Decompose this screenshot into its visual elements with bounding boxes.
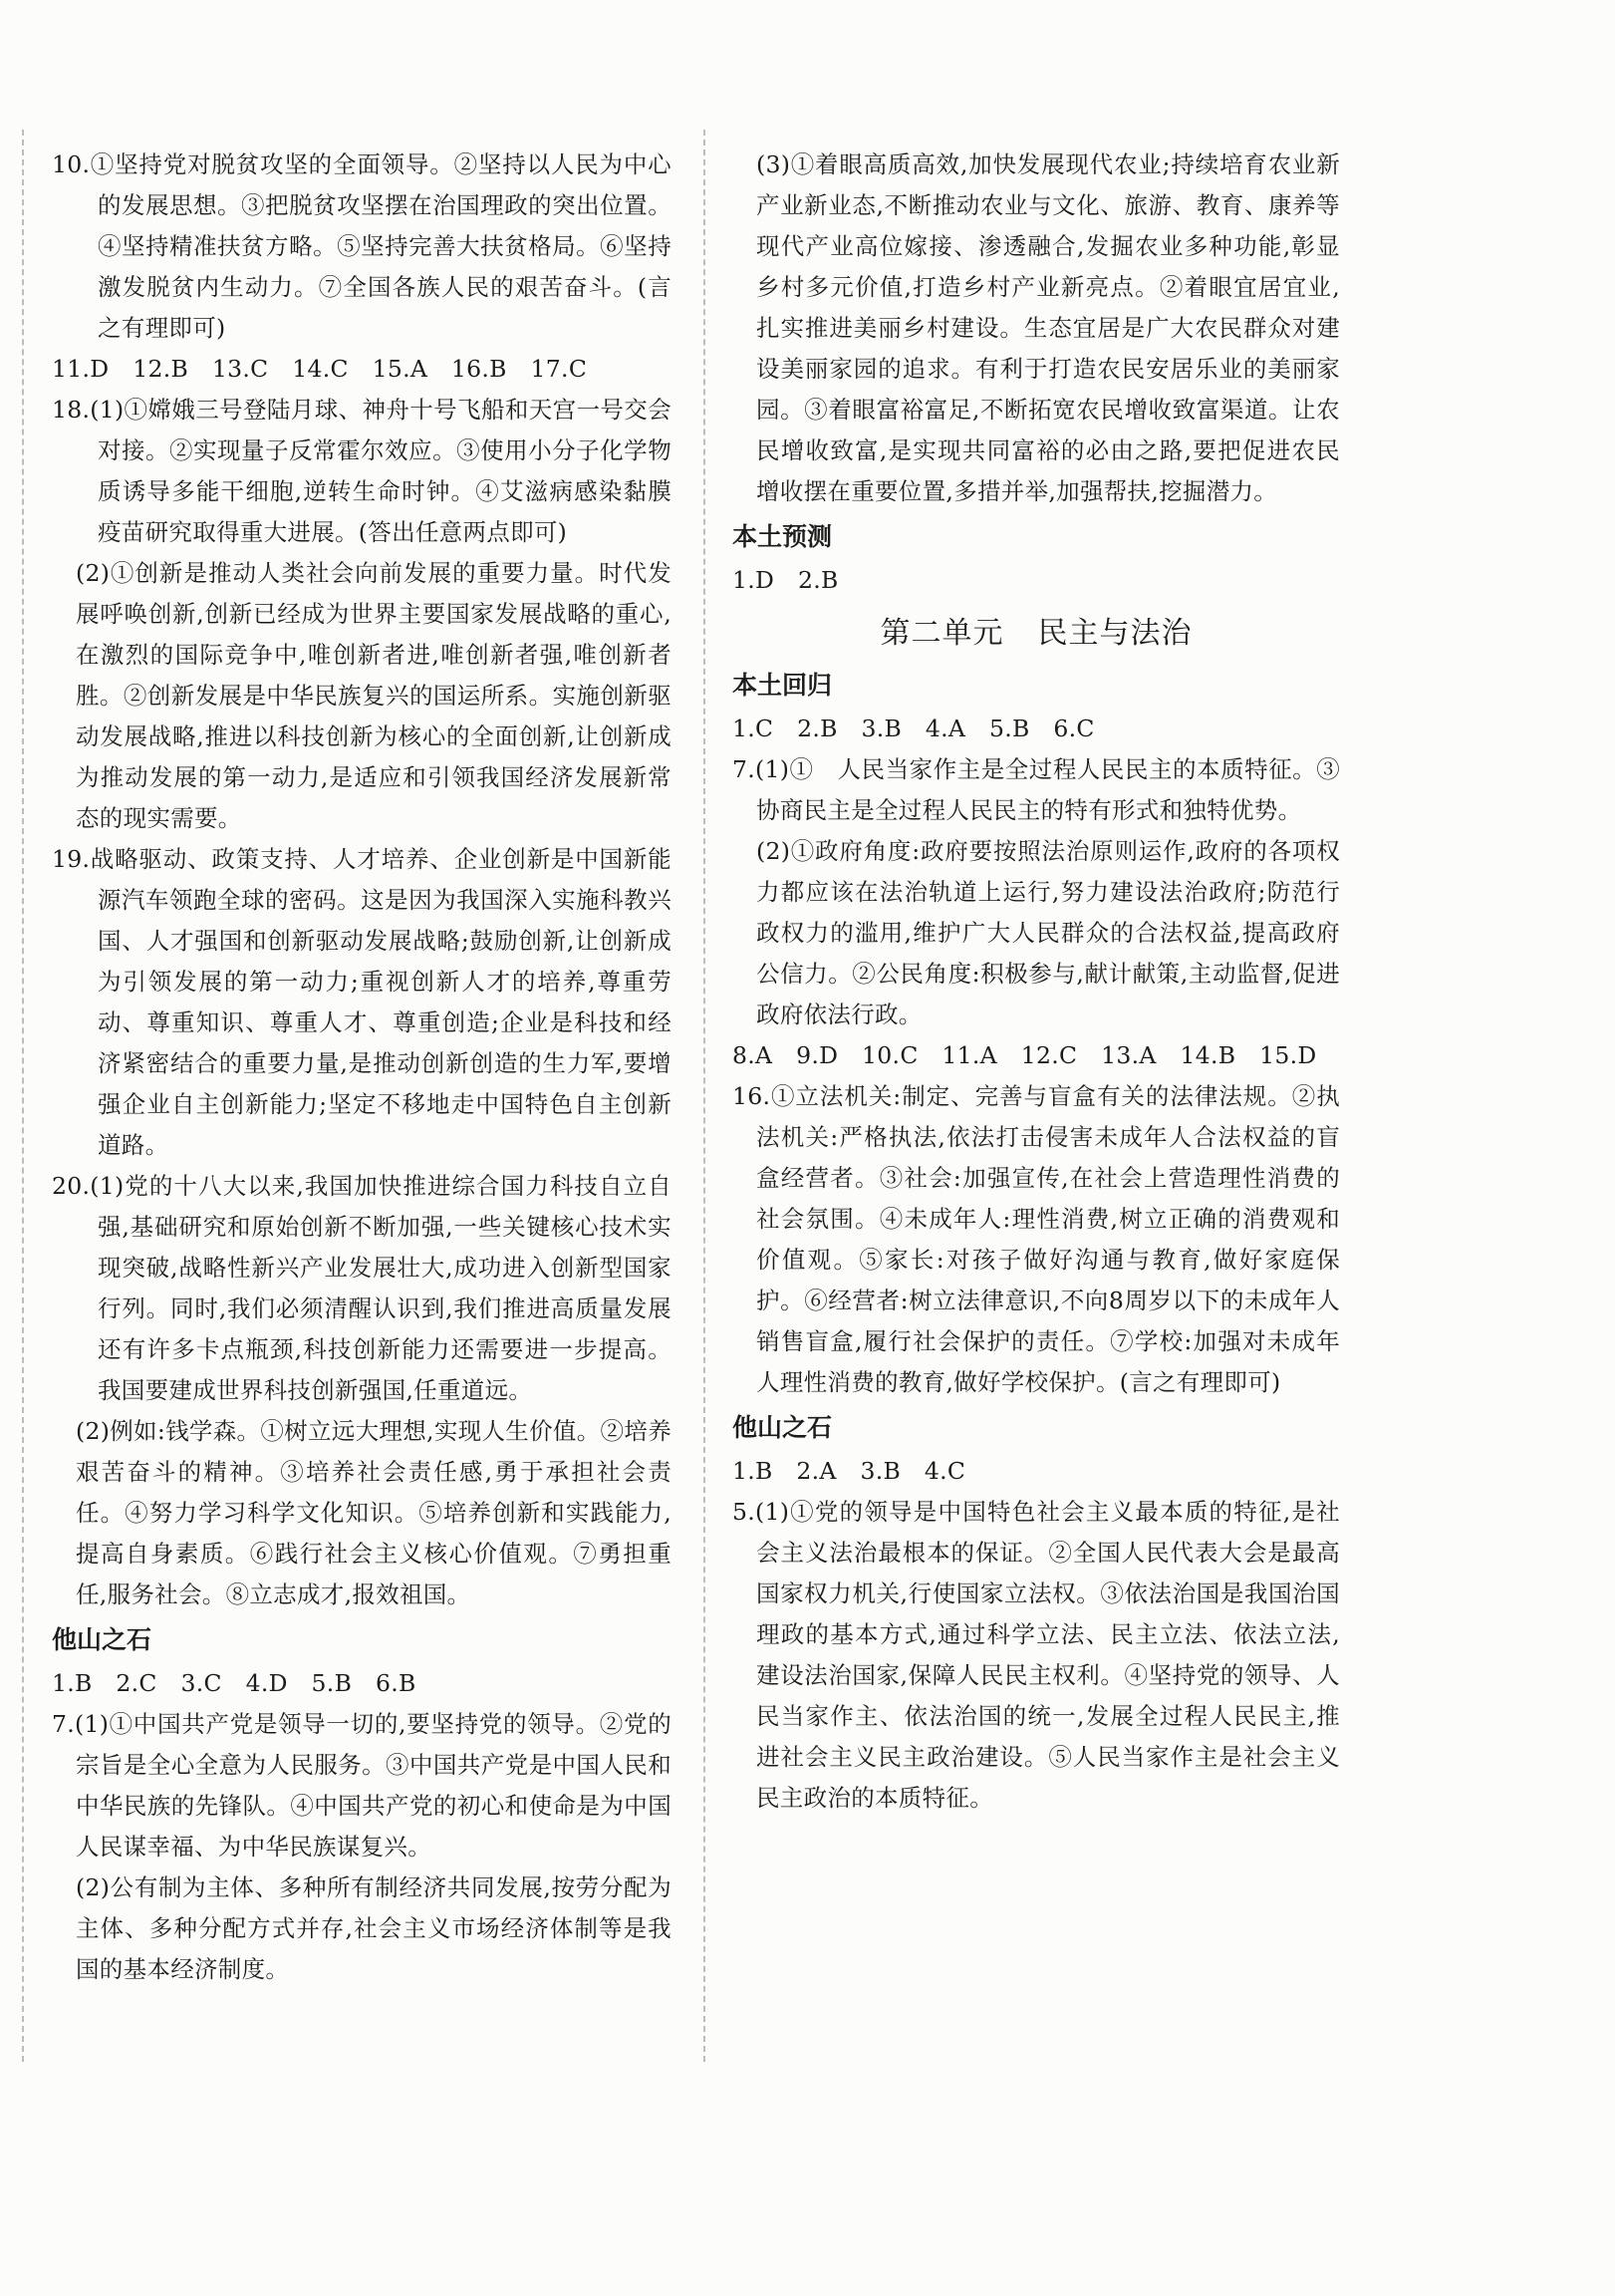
section-heading-yuce: 本土预测 — [732, 522, 833, 551]
unit-name: 民主与法治 — [1037, 616, 1193, 651]
unit-title — [732, 609, 1340, 659]
answer-10: 10.①坚持党对脱贫攻坚的全面领导。②坚持以人民为中心的发展思想。③把脱贫攻坚摆在治国理政的突出位置。④坚持精准扶贫方略。⑤坚持完善大扶贫格局。⑥坚持激发脱贫内生动力。⑦全国各族人民的艰苦奋斗。(言之有理即可) — [52, 150, 672, 342]
answer-tashan-5: 5.(1)①党的领导是中国特色社会主义最本质的特征,是社会主义法治最根本的保证。②全国人民代表大会是最高国家权力机关,行使国家立法权。③依法治国是我国治国理政的基本方式,通过科学立法、民主立法、依法立法,建设法治国家,保障人民民主权利。④坚持党的领导、人民当家作主、依法治国的统一,发展全过程人民民主,推进社会主义民主政治建设。⑤人民当家作主是社会主义民主政治的本质特征。 — [732, 1498, 1340, 1812]
answer-7-2: (2)公有制为主体、多种所有制经济共同发展,按劳分配为主体、多种分配方式并存,社会主义市场经济体制等是我国的基本经济制度。 — [76, 1873, 672, 1983]
answers-yuce-1-2: 1.D 2.B — [732, 566, 839, 594]
answer-19: 19.战略驱动、政策支持、人才培养、企业创新是中国新能源汽车领跑全球的密码。这是因为我国深入实施科教兴国、人才强国和创新驱动发展战略;鼓励创新,让创新成为引领发展的第一动力;重视创新人才的培养,尊重劳动、尊重知识、尊重人才、尊重创造;企业是科技和经济紧密结合的重要力量,是推动创新创造的生力军,要增强企业自主创新能力;坚定不移地走中国特色自主创新道路。 — [52, 845, 672, 1159]
answer-18-1: 18.(1)①嫦娥三号登陆月球、神舟十号飞船和天宫一号交会对接。②实现量子反常霍尔效应。③使用小分子化学物质诱导多能干细胞,逆转生命时钟。④艾滋病感染黏膜疫苗研究取得重大进展。(答出任意两点即可) — [52, 396, 672, 546]
answers-huigui-8-15: 8.A 9.D 10.C 11.A 12.C 13.A 14.B 15.D — [732, 1041, 1317, 1069]
section-heading-huigui: 本土回归 — [732, 671, 833, 700]
answers-huigui-1-6: 1.C 2.B 3.B 4.A 5.B 6.C — [732, 715, 1095, 742]
column-divider — [703, 130, 705, 2062]
unit-number: 第二单元 — [880, 616, 1004, 651]
section-heading-tashan: 他山之石 — [52, 1625, 152, 1654]
left-column — [52, 144, 672, 1990]
section-heading-tashan-2: 他山之石 — [732, 1413, 833, 1442]
answer-huigui-7-2: (2)①政府角度:政府要按照法治原则运作,政府的各项权力都应该在法治轨道上运行,努力建设法治政府;防范行政权力的滥用,维护广大人民群众的合法权益,提高政府公信力。②公民角度:积极参与,献计献策,主动监督,促进政府依法行政。 — [756, 837, 1340, 1028]
answer-7-1: 7.(1)①中国共产党是领导一切的,要坚持党的领导。②党的宗旨是全心全意为人民服务。③中国共产党是中国人民和中华民族的先锋队。④中国共产党的初心和使命是为中国人民谋幸福、为中华民族谋复兴。 — [52, 1710, 672, 1861]
answers-1-6: 1.B 2.C 3.C 4.D 5.B 6.B — [52, 1669, 416, 1697]
right-column — [732, 144, 1364, 1819]
answer-huigui-7-1: 7.(1)① 人民当家作主是全过程人民民主的本质特征。③ 协商民主是全过程人民民主的特有形式和独特优势。 — [732, 755, 1364, 824]
answer-18-2: (2)①创新是推动人类社会向前发展的重要力量。时代发展呼唤创新,创新已经成为世界主要国家发展战略的重心,在激烈的国际竞争中,唯创新者进,唯创新者强,唯创新者胜。②创新发展是中华民族复兴的国运所系。实施创新驱动发展战略,推进以科技创新为核心的全面创新,让创新成为推动发展的第一动力,是适应和引领我国经济发展新常态的现实需要。 — [76, 559, 672, 832]
answers-tashan-1-4: 1.B 2.A 3.B 4.C — [732, 1457, 966, 1485]
answers-11-17: 11.D 12.B 13.C 14.C 15.A 16.B 17.C — [52, 355, 588, 383]
answer-20-1: 20.(1)党的十八大以来,我国加快推进综合国力科技自立自强,基础研究和原始创新不断加强,一些关键核心技术实现突破,战略性新兴产业发展壮大,成功进入创新型国家行列。同时,我们必须清醒认识到,我们推进高质量发展还有许多卡点瓶颈,科技创新能力还需要进一步提高。我国要建成世界科技创新强国,任重道远。 — [52, 1172, 672, 1404]
answer-20-2: (2)例如:钱学森。①树立远大理想,实现人生价值。②培养艰苦奋斗的精神。③培养社会责任感,勇于承担社会责任。④努力学习科学文化知识。⑤培养创新和实践能力,提高自身素质。⑥践行社会主义核心价值观。⑦勇担重任,服务社会。⑧立志成才,报效祖国。 — [76, 1417, 672, 1608]
answer-3: (3)①着眼高质高效,加快发展现代农业;持续培育农业新产业新业态,不断推动农业与文化、旅游、教育、康养等现代产业高位嫁接、渗透融合,发掘农业多种功能,彰显乡村多元价值,打造乡村产业新亮点。②着眼宜居宜业,扎实推进美丽乡村建设。生态宜居是广大农民群众对建设美丽家园的追求。有利于打造农民安居乐业的美丽家园。③着眼富裕富足,不断拓宽农民增收致富渠道。让农民增收致富,是实现共同富裕的必由之路,要把促进农民增收摆在重要位置,多措并举,加强帮扶,挖掘潜力。 — [756, 150, 1340, 505]
left-margin-rule — [22, 130, 24, 2062]
answer-huigui-16: 16.①立法机关:制定、完善与盲盒有关的法律法规。②执法机关:严格执法,依法打击侵害未成年人合法权益的盲盒经营者。③社会:加强宣传,在社会上营造理性消费的社会氛围。④未成年人:理性消费,树立正确的消费观和价值观。⑤家长:对孩子做好沟通与教育,做好家庭保护。⑥经营者:树立法律意识,不向8周岁以下的未成年人销售盲盒,履行社会保护的责任。⑦学校:加强对未成年人理性消费的教育,做好学校保护。(言之有理即可) — [732, 1082, 1340, 1396]
